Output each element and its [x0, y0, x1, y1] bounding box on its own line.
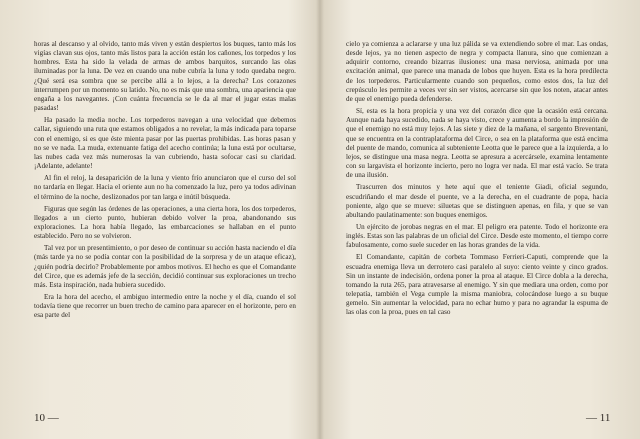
right-paragraph-2: Sí, esta es la hora propicia y una vez del corazón dice que la ocasión está cercana. Aunque nada haya sucedido, nada se haya visto, crece y aumenta a bordo la impresión de que el enemigo no está muy lejos. A las siete y diez de la mañana, el sargento Breventani, que se encuentra en la contraplataforma del Circe, o sea en la plataforma que está encima del puente de mando, comunica al subteniente Leotta que le parece que a la izquierda, a lo lejos, se distingue una masa negra. Leotta se apresura a acercársele, examina lentamente con su largavista el horizonte incierto, pero no logra ver nada. El mar está vacío. Se trata de una ilusión. — [346, 107, 608, 180]
right-page-number: — 11 — [586, 412, 611, 424]
book-gutter — [316, 0, 324, 439]
right-paragraph-1: cielo ya comienza a aclararse y una luz pálida se va extendiendo sobre el mar. Las ondas, desde lejos, ya no tienen aspecto de negra y compacta llanura, sino que comienzan a adquirir contorno, creando bizarras ilusiones: una masa nerviosa, animada por una excitación animal, que parece una manada de lobos que huyen. Esta es la hora predilecta de los torpederos. Particularmente cuando son pequeños, como estos dos, la luz del crepúsculo les permite a veces ver sin ser vistos, acercarse sin que los noten, atacar antes de que el enemigo pueda defenderse. — [346, 40, 608, 103]
left-paragraph-3: Al fin el reloj, la desaparición de la luna y viento frío anunciaron que el curso del sol no tardaría en llegar. Hacia el oriente aun no ha comenzado la luz, pero ya todos adivinan el término de la noche, deslizonados por tan larga e inútil búsqueda. — [34, 174, 296, 201]
left-page-number: 10 — — [34, 412, 59, 424]
right-paragraph-5: El Comandante, capitán de corbeta Tommaso Ferrieri-Caputi, comprende que la escuadra enemiga lleva un derrotero casi paralelo al suyo: ciento veinte y cinco grados. Sin un instante de indecisión, ordena poner la proa al ataque. El Circe dobla a la derecha, tomando la ruta 265, para atravesarse al enemigo. Y sin que mediara una orden, como por telepatía, también el Vega cumple la misma maniobra, colocándose luego a su buque gemelo. Sin aumentar la velocidad, para no echar humo y para no agrandar la espuma de las olas con la proa, pues en tal caso — [346, 253, 608, 317]
left-paragraph-4: Figuras que según las órdenes de las operaciones, a una cierta hora, los dos torpederos, llegados a un cierto punto, hubieran debido volver la proa, abandonando sus exploraciones. La hora había llegado, las embarcaciones se hallaban en el punto establecido. Pero no se volvieron. — [34, 204, 296, 241]
left-paragraph-6: Era la hora del acecho, el ambiguo intermedio entre la noche y el día, cuando el sol todavía tiene que recorrer un buen trecho de camino para aparecer en el horizonte, pero en esa parte del — [34, 293, 296, 320]
left-page — [34, 40, 296, 324]
right-paragraph-4: Un ejército de jorobas negras en el mar. El peligro era patente. Todo el horizonte era inglés. Estas son las palabras de un oficial del Circe. Desde este momento, el tiempo corre fabulosamente, como suele suceder en las horas grandes de la vida. — [346, 222, 608, 250]
left-paragraph-2: Ha pasado la media noche. Los torpederos navegan a una velocidad que debemos callar, siguiendo una ruta que estamos obligados a no revelar, la más indicada para toparse con el enemigo, si es que éste mienta pasar por las puertas prohibidas. Las horas pasan y no se ve nada. La muda, extenuante fatiga del acecho continúa; la luna está por ocultarse, las nubes cada vez más numerosas la van cubriendo, hasta sofocar casi su claridad. ¡Adelante, adelante! — [34, 116, 296, 171]
right-paragraph-3: Trascurren dos minutos y hete aquí que el teniente Giadi, oficial segundo, escudriñando el mar desde el puente, ve a la derecha, en el cuadrante de popa, hacia poniente, algo que se mueve: siluetas que se distinguen apenas, en fila, y que se van abultando paulatinamente: son buques enemigos. — [346, 183, 608, 219]
left-paragraph-1: horas al descanso y al olvido, tanto más viven y están despiertos los buques, tanto más los vigías clavan sus ojos, tanto más listos para la acción están los cañones, los torpedos y los hombres. Esta ha sido la velada de armas de ambos barquitos, surcando las olas iluminadas por la luna. De vez en cuando una nube cubría la luna y todo quedaba negro. ¿Qué será esa sombra que se percibe allá a lo lejos, a la derecha? Los corazones interrumpen por un momento su latido. No, no es más que una sombra, una apariencia que engaña a los navegantes. ¡Con cuánta frecuencia se le da al mar el jugar estas malas pasadas! — [34, 40, 296, 113]
left-paragraph-5: Tal vez por un presentimiento, o por deseo de continuar su acción hasta naciendo el día (más tarde ya no se podía contar con la posibilidad de la sorpresa y de un ataque eficaz), ¿quién podría decirlo? Probablemente por ambos motivos. El hecho es que el Comandante del Circe, que es además jefe de la sección, decidió continuar sus exploraciones un trecho más. Esta inspiración, nada hubiera sucedido. — [34, 244, 296, 289]
right-page — [346, 40, 608, 321]
